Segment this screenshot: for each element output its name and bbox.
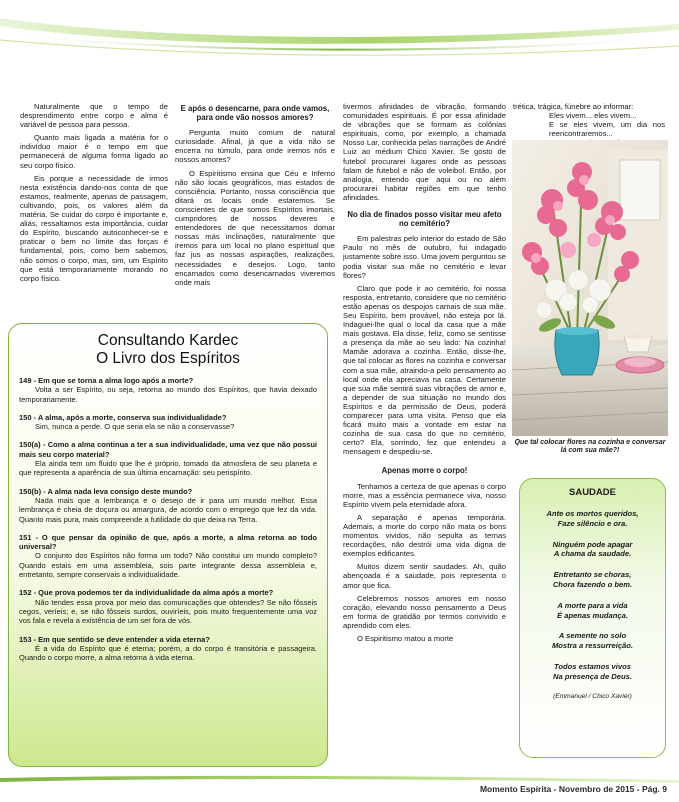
kardec-question: 150(a) - Como a alma continua a ter a sua individualidade, uma vez que não possui mais seu corpo material? [19,440,317,459]
article-column-3 [343,102,506,647]
kardec-question-block [19,533,317,579]
column2-paragraph: Pergunta muito comum de natural curiosidade. Afinal, já que a vida não se encerra no túmulo, para onde iremos nós e nossos amores? [175,128,335,165]
column3-paragraph: Tenhamos a certeza de que apenas o corpo morre, mas a essência permanece viva, nosso Espírito vivem pela eternidade afora. [343,481,506,509]
saudade-poem-box [519,478,666,758]
poem-line: Faze silêncio e ora. [557,518,628,528]
poem-line: A chama da saudade. [553,549,632,559]
poem-line: Ante os mortos queridos, [546,509,639,518]
kardec-answer: Sim, nunca a perde. O que seria ela se não a conservasse? [35,422,235,432]
poem-line: Chora fazendo o bem. [552,579,633,589]
kardec-title-line: O Livro dos Espíritos [96,350,240,367]
kardec-question-block [19,376,317,404]
column3-paragraph: O Espiritismo matou a morte [357,633,454,643]
kardec-question: 149 - Em que se torna a alma logo após a morte? [19,376,194,385]
column1-paragraph: Eis porque a necessidade de irmos nesta existência dando-nos conta de que estamos, realmente, apenas de passagem, cultivando, pois, os valores além da matéria. Se cuidar do corpo é importante e, aliás, ressaltamos esta importância, cuidar do Espírito, buscando autoconhecer-se e praticar o bem no limite das forças é fundamental, pois, como bem sabemos, não somos o corpo, mas, sim, um Espírito que está temporariamente morando no corpo físico. [20,173,168,283]
column4-line: Eles vivem... eles vivem... [549,111,637,121]
kardec-box [8,323,328,767]
kardec-question-block [19,440,317,477]
poem-signature: (Emmanuel / Chico Xavier) [553,692,632,700]
column4-line: E se eles vivem, um dia nos reencontraremos... [549,120,665,139]
kardec-answer: É a vida do Espírito que é eterna; porém, a do corpo é transitória e passageira. Quando o corpo morre, a alma retorna à vida eterna. [19,643,317,663]
section-heading: E após o desencarne, para onde vamos, para onde vão nossos amores? [180,104,330,123]
poem-line: Ninguém pode apagar [552,539,633,549]
kardec-answer: Não tendes essa prova por meio das comunicações que obtendes? Se não fôsseis cegos, veríeis; e, se não fôsseis surdos, ouviríeis, pois muito frequentemente uma voz vos fala e revela a existência de um ser fora de vós. [19,597,317,626]
column2-paragraph: O Espiritismo ensina que Céu e Inferno não são locais geográficos, mas estados de consciência. Portanto, nossa consciência que ditará os locais onde estaremos. Se conscientes de que somos Espíritos imortais, cumpridores de nossos deveres e entendedores de que necessitamos domar nossas más inclinações, naturalmente que iremos para um local no plano espiritual que faz jus as nossas aspirações, realizações, necessidades e desejos. Logo, tanto encarnados como desencarnados viveremos onde mais [175,168,335,287]
photo-caption: Que tal colocar flores na cozinha e conversar lá com sua mãe?! [514,439,666,455]
kardec-answer: Nada mais que a lembrança e o desejo de ir para um mundo melhor. Essa lembrança é cheia de doçura ou amargura, de acordo com o emprego que fez da vida. Quanto mais pura, mais compreende a futilidade do que deixa na Terra. [19,495,317,524]
column3-paragraph: Muitos dizem sentir saudades. Ah, quão abençoada é a saudade, pois representa o amor que fica. [343,562,506,590]
column1-paragraph: Naturalmente que o tempo de desprendimento entre corpo e alma é variável de pessoa para pessoa. [20,102,168,130]
column1-paragraph: Quanto mais ligada a matéria for o indivíduo maior é o tempo em que permanecerá de alguma forma ligado ao seu corpo físico. [20,133,168,170]
column3-paragraph: Celebremos nossos amores em nosso coração, elevando nosso pensamento a Deus em forma de gratidão por termos convivido e aprendido com eles. [343,593,506,630]
section-heading: Apenas morre o corpo! [381,466,468,476]
kardec-question-block [19,413,317,432]
poem-line: A semente no solo [558,631,627,641]
section-heading: No dia de finados posso visitar meu afeto no cemitério? [347,210,502,229]
flowers-photo [512,140,668,436]
poem-stanza [526,662,659,682]
kardec-title [19,332,317,368]
poem-line: Entretanto se choras, [553,570,632,580]
poem-line: Na presença de Deus. [553,671,632,681]
poem-line: É apenas mudança. [557,610,628,620]
article-column-2 [175,102,335,291]
poem-line: Mostra a ressurreição. [551,641,634,651]
column3-paragraph: Em palestras pelo interior do estado de São Paulo no mês de outubro, fui indagado justamente sobre isso. Uma jovem perguntou se podia visitar sua mãe no cemitério e levar flores? [343,234,506,280]
poem-line: Todos estamos vivos [554,661,631,671]
column3-paragraph: Claro que pode ir ao cemitério, foi nossa resposta, entretanto, considere que no cemitério estão apenas os despojos carnais de sua mãe. Seu Espírito, bem provável, não esteja por lá. Indaguei-lhe qual o local da casa que a mãe mais gostava. Ela disse, feliz, como se sentisse a presença da mãe ao seu lado: Na cozinha! Mamãe adorava a cozinha. Então, disse-lhe, que tal colocar as flores na cozinha e conversar com a sua mãe, atraindo-a pelo pensamento ao local onde ela apreciava na casa. Certamente que sua mãe sentirá suas vibrações de amor e, a depender de sua situação no mundo dos Espíritos e da permissão de Deus, poderá comparecer para uma visita. Penso que ela ficará muito mais a vontade em estar na cozinha de sua casa do que no cemitério, certo? Ela, sorrindo, fez que entendeu a mensagem e despediu-se. [343,283,506,457]
flowers-image [512,140,668,436]
kardec-answer: Ela ainda tem um fluido que lhe é próprio, tomado da atmosfera de seu planeta e que representa a aparência de sua última encarnação: seu perispírito. [19,459,317,478]
kardec-question: 150(b) - A alma nada leva consigo deste mundo? [19,486,193,496]
column4-line: trética, trágica, fúnebre ao informar: [513,102,634,111]
poem-stanza [526,601,659,621]
kardec-question-block [19,487,317,524]
poem-stanza [526,570,659,590]
kardec-question: 151 - O que pensar da opinião de que, após a morte, a alma retorna ao todo universal? [19,532,317,552]
poem-stanza [526,540,659,560]
poem-title: SAUDADE [569,487,616,498]
poem-stanza [526,631,659,651]
kardec-question: 150 - A alma, após a morte, conserva sua individualidade? [19,412,227,422]
kardec-question-block [19,635,317,663]
kardec-answer: O conjunto dos Espíritos não forma um todo? Não constitui um mundo completo? Quando estais em uma assembleia, sois parte integrante dessa assembleia e, entretanto, sempre conservais a individualidade. [19,551,317,580]
poem-line: A morte para a vida [557,600,628,610]
header-swoosh-decoration [0,0,679,62]
kardec-question: 153 - Em que sentido se deve entender a vida eterna? [19,634,210,644]
column3-paragraph: tivermos afinidades de vibração, formando comunidades espirituais. É por essa afinidade de vibrações que se formam as colônias espirituais, como, por exemplo, a chamada Nosso Lar, conhecida pelas narrações de André Luiz ao médium Chico Xavier. Se gosto de futebol procurarei lugares onde as pessoas falam de futebol e não de voleibol. Então, por analogia, entendo que aqui ou no além procurarei habitar regiões em que tenho afinidades. [343,102,506,202]
kardec-question-block [19,588,317,625]
kardec-title-line: Consultando Kardec [97,332,239,349]
poem-stanza [526,509,659,529]
kardec-answer: Volta a ser Espírito, ou seja, retorna ao mundo dos Espíritos, que havia deixado temporariamente. [19,385,317,404]
kardec-question: 152 - Que prova podemos ter da individualidade da alma após a morte? [19,588,274,598]
article-column-1 [20,102,168,287]
column3-paragraph: A separação é apenas temporária. Ademais, a morte do corpo não mata os bons momentos vividos, não sepulta as ternas recordações, não destrói uma vida digna de exemplos edificantes. [343,512,506,559]
page-footer: Momento Espírita - Novembro de 2015 - Pág. 9 [479,784,667,794]
